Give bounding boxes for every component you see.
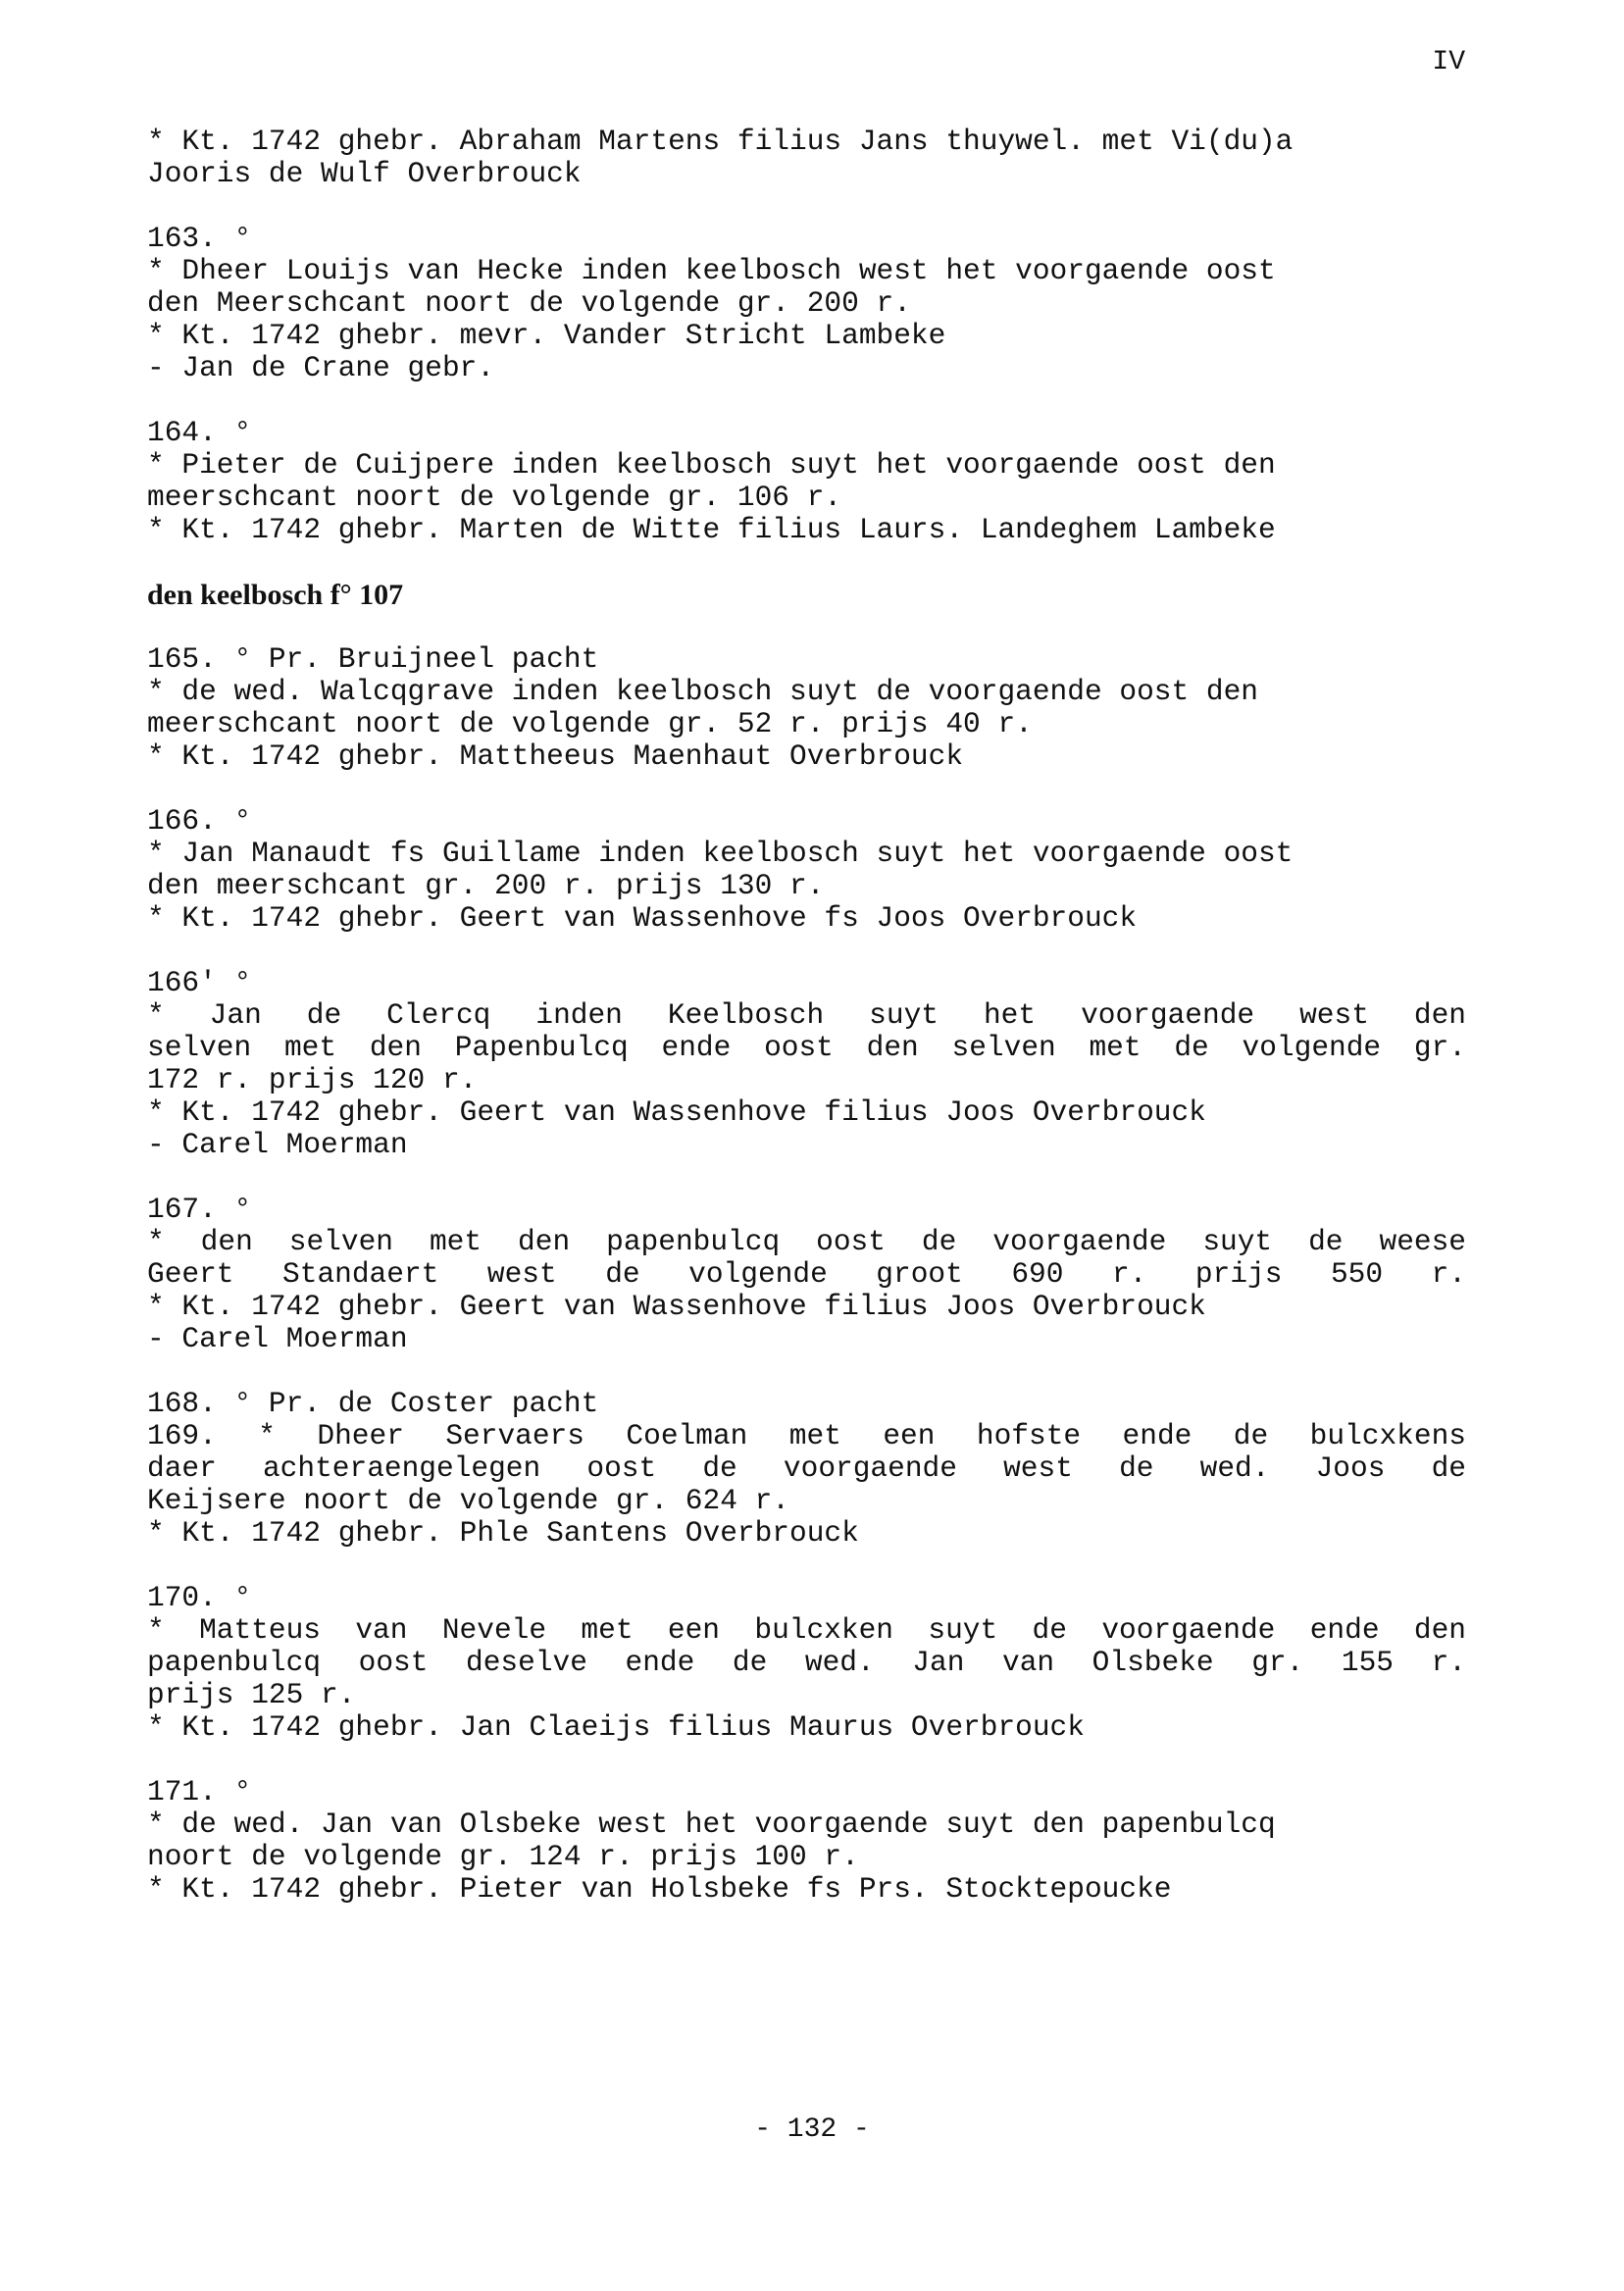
- register-entry: [147, 126, 1466, 190]
- register-entry: [147, 1582, 1466, 1744]
- entry-text-line: noort de volgende gr. 124 r. prijs 100 r.: [147, 1840, 859, 1873]
- document-body: [147, 126, 1466, 1938]
- entry-text-line: 169. * Dheer Servaers Coelman met een hofste ende de bulcxkens: [147, 1419, 1466, 1452]
- register-entry: [147, 223, 1466, 384]
- entry-text-line: meerschcant noort de volgende gr. 52 r. prijs 40 r.: [147, 707, 1033, 740]
- entry-number-line: 167. °: [147, 1193, 252, 1226]
- register-entry: [147, 643, 1466, 773]
- entry-text-line: * Pieter de Cuijpere inden keelbosch suyt het voorgaende oost den: [147, 448, 1276, 482]
- entry-text-line: selven met den Papenbulcq ende oost den selven met de volgende gr.: [147, 1031, 1466, 1064]
- entry-text-line: * Kt. 1742 ghebr. Geert van Wassenhove filius Joos Overbrouck: [147, 1290, 1206, 1323]
- entry-text-line: papenbulcq oost deselve ende de wed. Jan van Olsbeke gr. 155 r.: [147, 1646, 1466, 1679]
- entry-text-line: * de wed. Walcqgrave inden keelbosch suyt de voorgaende oost den: [147, 675, 1258, 708]
- entry-text-line: den Meerschcant noort de volgende gr. 200 r.: [147, 286, 911, 320]
- entry-number-line: 166' °: [147, 966, 252, 999]
- entry-number-line: 164. °: [147, 416, 252, 449]
- entry-text-line: - Carel Moerman: [147, 1128, 408, 1161]
- entry-text-line: - Jan de Crane gebr.: [147, 351, 495, 384]
- entry-text-line: * Kt. 1742 ghebr. Jan Claeijs filius Maurus Overbrouck: [147, 1710, 1085, 1744]
- section-heading: den keelbosch f° 107: [147, 579, 404, 611]
- entry-text-line: - Carel Moerman: [147, 1322, 408, 1355]
- register-entry: [147, 417, 1466, 546]
- register-entry: [147, 1388, 1466, 1550]
- entry-number-line: 168. ° Pr. de Coster pacht: [147, 1387, 599, 1420]
- entry-number-line: 165. ° Pr. Bruijneel pacht: [147, 642, 599, 676]
- entry-number-line: 163. °: [147, 222, 252, 255]
- entry-text-line: den meerschcant gr. 200 r. prijs 130 r.: [147, 869, 825, 902]
- entry-text-line: Geert Standaert west de volgende groot 690 r. prijs 550 r.: [147, 1257, 1466, 1291]
- page-number: - 132 -: [754, 2114, 870, 2145]
- entry-text-line: * Kt. 1742 ghebr. Geert van Wassenhove fs Joos Overbrouck: [147, 901, 1138, 935]
- entry-text-line: * Dheer Louijs van Hecke inden keelbosch west het voorgaende oost: [147, 254, 1276, 287]
- entry-text-line: * Jan Manaudt fs Guillame inden keelbosch suyt het voorgaende oost: [147, 837, 1294, 870]
- entry-text-line: * Jan de Clercq inden Keelbosch suyt het voorgaende west den: [147, 998, 1466, 1032]
- entry-text-line: Jooris de Wulf Overbrouck: [147, 157, 582, 190]
- entry-number-line: * Kt. 1742 ghebr. Abraham Martens filius Jans thuywel. met Vi(du)a: [147, 125, 1294, 158]
- page-marker: IV: [1432, 47, 1465, 77]
- entry-text-line: * Kt. 1742 ghebr. Phle Santens Overbrouck: [147, 1516, 859, 1550]
- entry-number-line: 170. °: [147, 1581, 252, 1614]
- entry-text-line: * Matteus van Nevele met een bulcxken suyt de voorgaende ende den: [147, 1613, 1466, 1647]
- register-entry: [147, 1776, 1466, 1906]
- entry-text-line: 172 r. prijs 120 r.: [147, 1063, 478, 1096]
- entry-text-line: daer achteraengelegen oost de voorgaende west de wed. Joos de: [147, 1451, 1466, 1485]
- entry-text-line: * den selven met den papenbulcq oost de voorgaende suyt de weese: [147, 1225, 1466, 1258]
- register-entry: [147, 967, 1466, 1161]
- entry-text-line: * de wed. Jan van Olsbeke west het voorgaende suyt den papenbulcq: [147, 1807, 1276, 1841]
- entry-text-line: * Kt. 1742 ghebr. mevr. Vander Stricht Lambeke: [147, 319, 946, 352]
- entry-text-line: * Kt. 1742 ghebr. Mattheeus Maenhaut Overbrouck: [147, 739, 964, 773]
- entry-number-line: 166. °: [147, 804, 252, 838]
- entry-text-line: * Kt. 1742 ghebr. Geert van Wassenhove filius Joos Overbrouck: [147, 1095, 1206, 1129]
- register-entry: [147, 805, 1466, 935]
- entry-text-line: Keijsere noort de volgende gr. 624 r.: [147, 1484, 790, 1517]
- entry-text-line: * Kt. 1742 ghebr. Marten de Witte filius Laurs. Landeghem Lambeke: [147, 513, 1276, 546]
- entry-number-line: 171. °: [147, 1775, 252, 1808]
- register-entry: [147, 1194, 1466, 1355]
- entry-text-line: * Kt. 1742 ghebr. Pieter van Holsbeke fs Prs. Stocktepoucke: [147, 1872, 1172, 1906]
- entry-text-line: prijs 125 r.: [147, 1678, 356, 1711]
- entry-text-line: meerschcant noort de volgende gr. 106 r.: [147, 481, 842, 514]
